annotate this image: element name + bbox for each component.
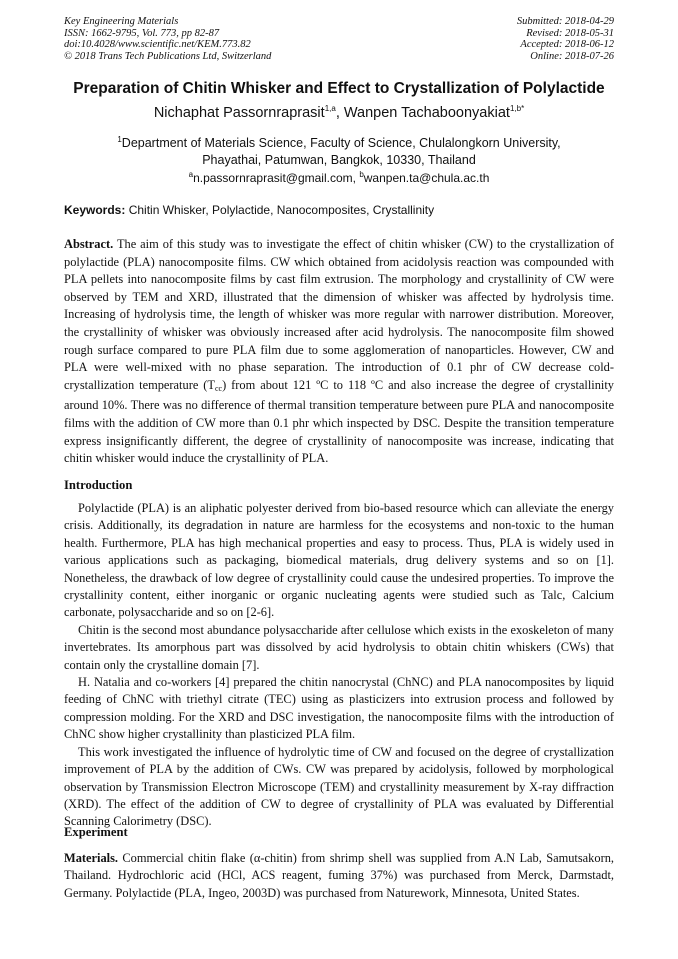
authors-line — [40, 104, 638, 121]
abstract-text-2: ) from about 121 ºC to 118 ºC and also increase the degree of crystallinity around 10%. There was no difference of thermal transition temperature between pure PLA and nanocomposite films with the addition of CW more than 0.1 phr which inspected by DSC. Despite the transition temperature express insignificantly different, the degree of crystallinity of nanocomposite was increase, indicating that chitin whisker would induce the crystallinity of PLA. — [64, 377, 614, 466]
author-1: Nichaphat Passornraprasit — [153, 104, 325, 121]
materials-paragraph — [64, 850, 614, 902]
keywords — [64, 203, 614, 217]
affiliation — [60, 131, 618, 169]
email-b-marker: b — [359, 170, 364, 179]
revised-date: Revised: 2018-05-31 — [526, 27, 614, 39]
abstract-text-1: The aim of this study was to investigate the effect of chitin whisker (CW) to the crystallization of polylactide (PLA) nanocomposite films. CW which obtained from acidolysis reaction was compounded with PLA pellets into nanocomposite films by cast film extrusion. The morphology and crystallinity of CW were observed by TEM and XRD, illustrated that the dimension of whisker was affected by hydrolysis time. Increasing of hydrolysis time, the length of whisker was more regular with narrower distribution. Moreover, the crystallinity of whisker was obviously increased after acid hydrolysis. The nanocomposite film showed rough surface compared to pure PLA film due to some agglomeration of nanoparticles. However, CW and PLA were well-mixed with no phase separation. The introduction of 0.1 phr of CW decrease cold-crystallization temperature (T — [64, 237, 614, 392]
intro-paragraph-3: H. Natalia and co-workers [4] prepared the chitin nanocrystal (ChNC) and PLA nanocomposites by liquid feeding of ChNC with triethyl citrate (TEC) using as plasticizers into extrusion process and followed by compression molding. For the XRD and DSC investigation, the nanocomposite films with the introduction of ChNC show higher crystallinity than plasticized PLA film. — [64, 675, 614, 742]
issn-line: ISSN: 1662-9795, Vol. 773, pp 82-87 — [64, 27, 220, 39]
introduction-heading: Introduction — [64, 478, 133, 492]
experiment-heading: Experiment — [64, 825, 128, 839]
email-b: wanpen.ta@chula.ac.th — [363, 171, 490, 185]
paper-title: Preparation of Chitin Whisker and Effect to Crystallization of Polylactide — [73, 80, 605, 97]
introduction-body — [64, 500, 614, 831]
affil-marker: 1 — [117, 135, 122, 144]
abstract-subscript: cc — [214, 383, 223, 393]
online-date: Online: 2018-07-26 — [530, 50, 614, 62]
author-emails — [60, 170, 618, 185]
publication-dates — [517, 16, 614, 62]
author-2: Wanpen Tachaboonyakiat — [343, 104, 510, 121]
keywords-text: Chitin Whisker, Polylactide, Nanocomposites, Crystallinity — [125, 203, 435, 217]
copyright-line: © 2018 Trans Tech Publications Ltd, Switzerland — [64, 50, 272, 62]
abstract — [64, 236, 614, 468]
email-a: n.passornraprasit@gmail.com, — [193, 171, 360, 185]
author-2-affil: 1,b* — [509, 104, 525, 113]
intro-paragraph-2: Chitin is the second most abundance polysaccharide after cellulose which exists in the exoskeleton of many invertebrates. Its amorphous part was dissolved by acid hydrolysis to obtain chitin whiskers (CWs) that contain only the crystalline domain [7]. — [64, 622, 614, 672]
affil-line-1: Department of Materials Science, Faculty of Science, Chulalongkorn University, — [121, 136, 561, 151]
intro-paragraph-4: This work investigated the influence of hydrolytic time of CW and focused on the degree of crystallization improvement of PLA by the addition of CWs. CW was prepared by acidolysis, followed by morphological observation by Transmission Electron Microscope (TEM) and crystallinity measurement by X-ray diffraction (XRD). The effect of the addition of CW to degree of crystallinity of PLA was evaluated by Differential Scanning Calorimetry (DSC). — [64, 744, 614, 829]
journal-info — [64, 16, 271, 62]
doi-line: doi:10.4028/www.scientific.net/KEM.773.82 — [64, 39, 251, 50]
abstract-label: Abstract. — [64, 237, 114, 251]
author-separator: , — [335, 104, 344, 121]
submitted-date: Submitted: 2018-04-29 — [516, 16, 614, 27]
materials-text: Commercial chitin flake (α-chitin) from shrimp shell was supplied from A.N Lab, Samutsakorn, Thailand. Hydrochloric acid (HCl, ACS reagent, fuming 37%) was purchased from Merck, Darmstadt, Germany. Polylactide (PLA, Ingeo, 2003D) was purchased from Naturework, Minnesota, United States. — [64, 851, 614, 900]
affil-line-2: Phayathai, Patumwan, Bangkok, 10330, Thailand — [202, 153, 476, 168]
accepted-date: Accepted: 2018-06-12 — [520, 39, 614, 50]
intro-paragraph-1: Polylactide (PLA) is an aliphatic polyester derived from bio-based resource which can alleviate the energy crisis. Additionally, its degradation in nature are harmless for the ecosystems and non-toxic to the human health. Furthermore, PLA has high mechanical properties and easy to process. Thus, PLA is widely used in various applications such as packaging, biomedical materials, drug delivery systems and so on [1]. Nonetheless, the drawback of low degree of crystallinity could cause the undesired properties. To improve the crystallinity content, either inorganic or organic nucleating agents were studied such as Talc, Calcium carbonate, polysaccharide and so on [2-6]. — [64, 501, 614, 620]
journal-name: Key Engineering Materials — [64, 16, 179, 27]
email-a-marker: a — [188, 170, 194, 179]
author-1-affil: 1,a — [324, 104, 336, 113]
keywords-label: Keywords: — [64, 203, 126, 217]
materials-label: Materials. — [64, 851, 119, 865]
